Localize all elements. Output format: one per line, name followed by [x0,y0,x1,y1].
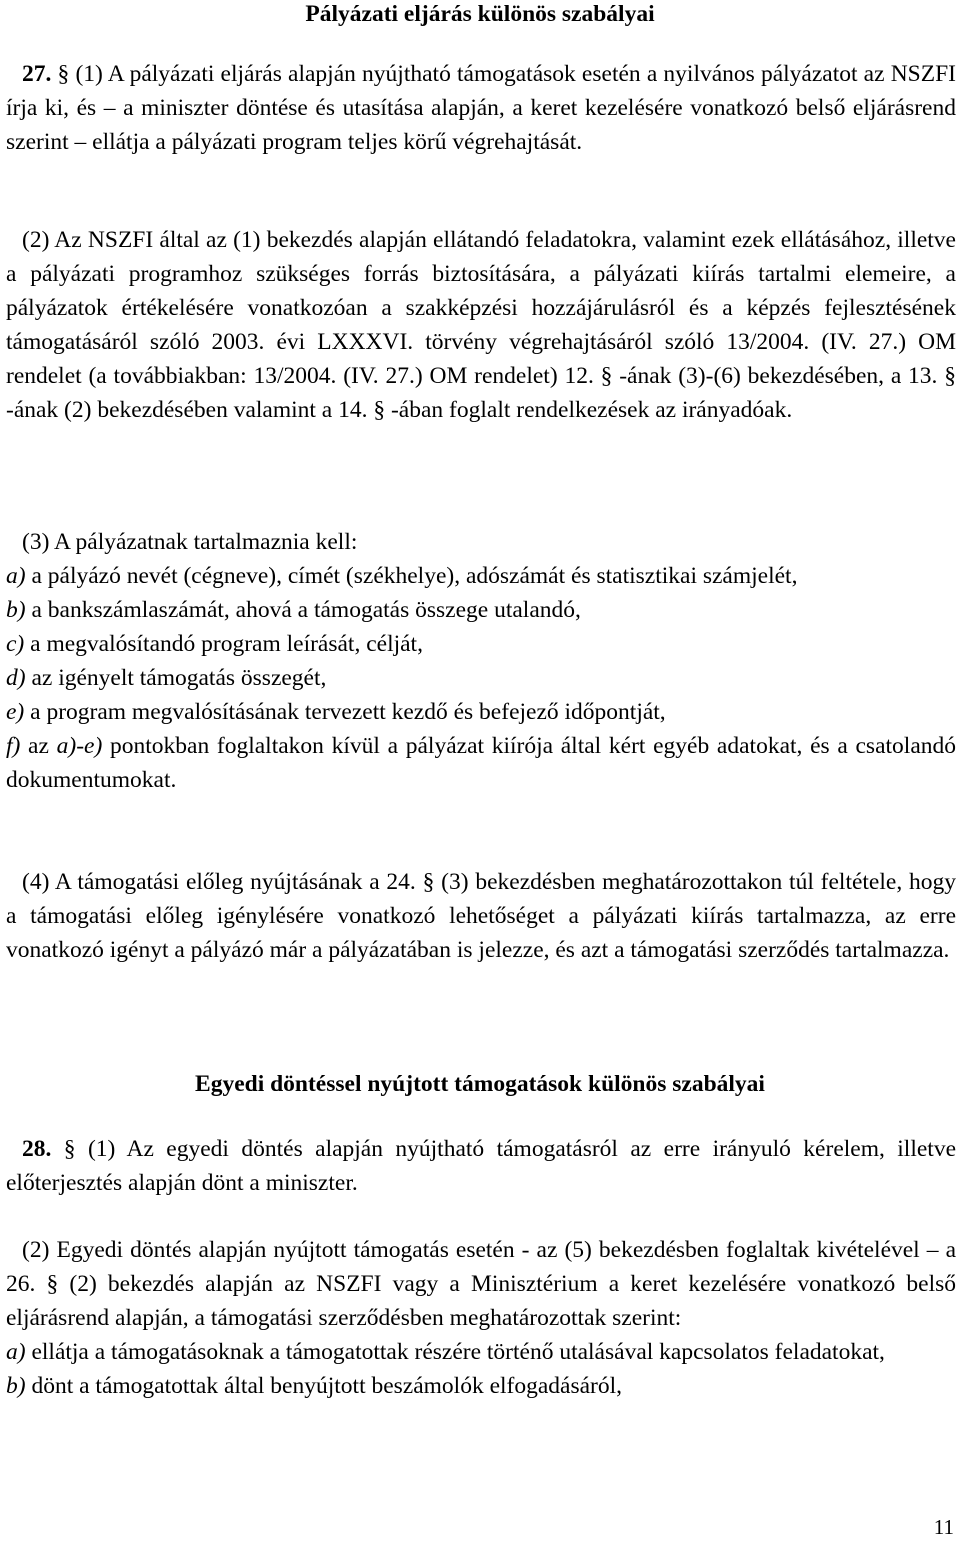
item-text: dönt a támogatottak által benyújtott beszámolók elfogadásáról, [25,1373,623,1399]
item-letter: f) [6,733,21,759]
list-item [6,593,956,627]
item-text: az [20,733,57,759]
paragraph-27-3 [6,525,956,797]
item-letter: a) [6,1339,26,1365]
paragraph-text: (1) Az egyedi döntés alapján nyújtható támogatásról az erre irányuló kérelem, illetve előterjesztés alapján dönt a miniszter. [6,1136,957,1196]
list-item [6,695,956,729]
item-text: az igényelt támogatás összegét, [25,665,327,691]
item-text: ellátja a támogatásoknak a támogatottak részére történő utalásával kapcsolatos feladatokat, [25,1339,885,1365]
section-number-27: 27. [22,61,52,87]
paragraph-text: (2) Az NSZFI által az (1) bekezdés alapján ellátandó feladatokra, valamint ezek ellátásához, illetve a pályázati programhoz szükséges forrás biztosítására, a pályázati kiírás tartalmi elemeire, a pályázatok értékelésére vonatkozóan a szakképzési hozzájárulásról és a képzés fejlesztésének támogatásáról szóló 2003. évi LXXXVI. törvény végrehajtásáról szóló 13/2004. (IV. 27.) OM rendelet (a továbbiakban: 13/2004. (IV. 27.) OM rendelet) 12. § -ának (3)-(6) bekezdésében, a 13. § -ának (2) bekezdésében valamint a 14. § -ában foglalt rendelkezések az irányadóak. [6,227,956,423]
list-item [6,559,956,593]
section-heading-egyedi: Egyedi döntéssel nyújtott támogatások különös szabályai [195,1071,765,1097]
paragraph-text: (4) A támogatási előleg nyújtásának a 24. § (3) bekezdésben meghatározottakon túl feltétele, hogy a támogatási előleg igénylésére vonatkozó lehetőséget a pályázati kiírás tartalmazza, az erre vonatkozó igényt a pályázó már a pályázatában is jelezze, és azt a támogatási szerződés tartalmazza. [6,869,956,963]
list-item [6,1335,956,1369]
list-item [6,729,956,797]
item-text: a megvalósítandó program leírását, célját, [24,631,423,657]
item-letter: d) [6,665,26,691]
item-letter: e) [6,699,25,725]
item-letter: a) [6,563,26,589]
item-reference: a)-e) [56,733,103,759]
section-heading-palyazati: Pályázati eljárás különös szabályai [305,1,655,27]
paragraph-28-2 [6,1233,956,1403]
paragraph-27-4 [6,865,956,967]
item-text: a pályázó nevét (cégneve), címét (székhelye), adószámát és statisztikai számjelét, [25,563,798,589]
item-text: pontokban foglaltakon kívül a pályázat kiírója által kért egyéb adatokat, és a csatolandó dokumentumokat. [6,733,956,793]
list-item [6,661,956,695]
item-letter: b) [6,597,26,623]
section-number-28: 28. [22,1136,52,1162]
paragraph-text: (2) Egyedi döntés alapján nyújtott támogatás esetén - az (5) bekezdésben foglaltak kivételével – a 26. § (2) bekezdés alapján az NSZFI vagy a Minisztérium a keret kezelésére vonatkozó belső eljárásrend alapján, a támogatási szerződésben meghatározottak szerint: [6,1237,956,1331]
paragraph-intro: (3) A pályázatnak tartalmaznia kell: [22,529,358,555]
section-sign: § [63,1136,76,1162]
page-number: 11 [933,1515,954,1539]
item-list [6,559,956,797]
item-list [6,1335,956,1403]
list-item [6,627,956,661]
paragraph-text: (1) A pályázati eljárás alapján nyújtható támogatások esetén a nyilvános pályázatot az NSZFI írja ki, és – a miniszter döntése és utasítása alapján, a keret kezelésére vonatkozó belső eljárásrend szerint – ellátja a pályázati program teljes körű végrehajtását. [6,61,957,155]
paragraph-28-1 [6,1132,956,1200]
item-letter: b) [6,1373,26,1399]
item-text: a bankszámlaszámát, ahová a támogatás összege utalandó, [25,597,581,623]
section-sign: § [57,61,70,87]
item-text: a program megvalósításának tervezett kezdő és befejező időpontját, [24,699,666,725]
item-letter: c) [6,631,25,657]
paragraph-27-1 [6,57,956,159]
paragraph-27-2 [6,223,956,427]
list-item [6,1369,956,1403]
